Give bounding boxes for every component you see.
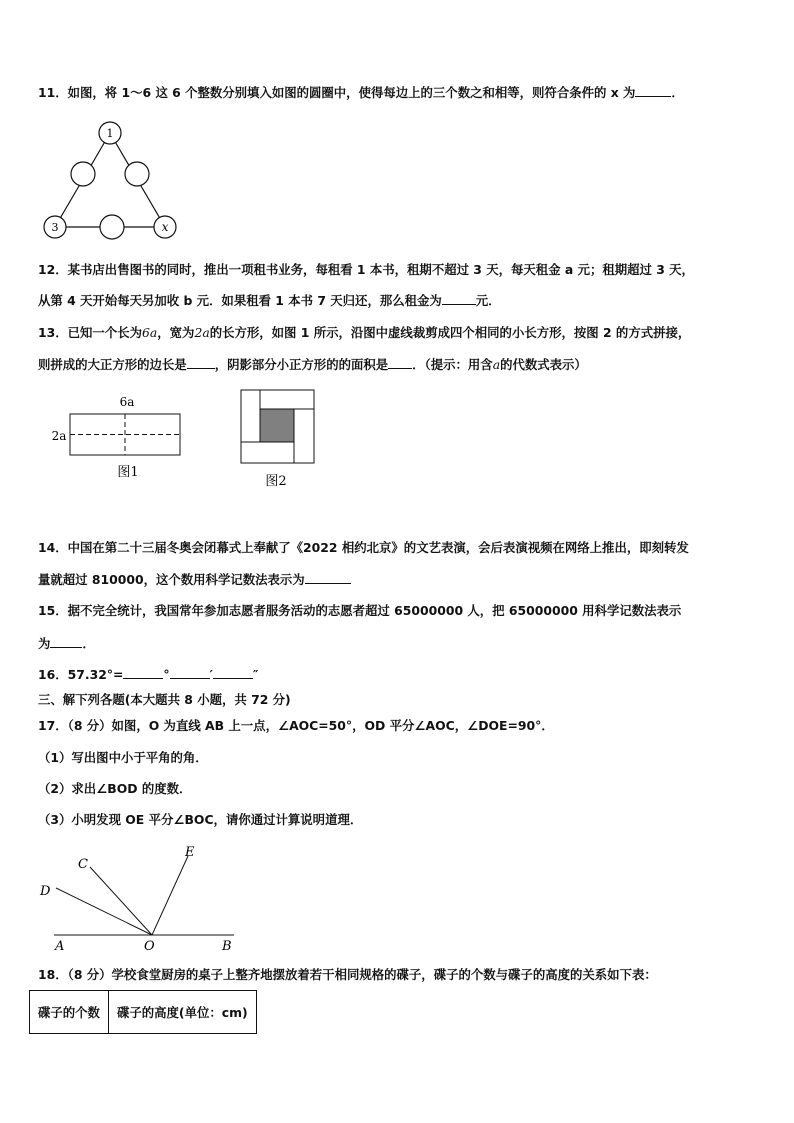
answer-blank — [187, 356, 215, 369]
answer-blank — [50, 635, 82, 648]
answer-blank — [170, 666, 210, 679]
section-3-heading: 三、解下列各题(本大题共 8 小题，共 72 分) — [38, 692, 291, 707]
q13-figure2 — [236, 386, 326, 492]
label-A: A — [55, 939, 65, 954]
q11-triangle-figure — [38, 118, 188, 244]
q14-line2: 量就超过 810000，这个数用科学记数法表示为 — [38, 571, 351, 588]
q17-sub2: （2）求出∠BOD 的度数． — [38, 781, 192, 796]
q11-text: 11．如图，将 1～6 这 6 个整数分别填入如图的圆圈中，使得每边上的三个数之和相等，则符合条件的 x 为 ． — [38, 85, 684, 100]
fig1-left-label: 2a — [51, 429, 67, 443]
q17-sub3: （3）小明发现 OE 平分∠BOC，请你通过计算说明道理． — [38, 812, 363, 827]
label-D: D — [40, 884, 51, 899]
answer-blank — [442, 292, 476, 305]
fig2-shaded-square — [260, 409, 294, 442]
q12-line2: 从第 4 天开始每天另加收 b 元．如果租看 1 本书 7 天归还，那么租金为 元． — [38, 293, 501, 308]
ray-OE — [152, 856, 188, 935]
label-O: O — [144, 939, 155, 954]
q18-table — [29, 990, 257, 1034]
bottom-mid-node — [100, 215, 124, 239]
q16-line: 16．57.32°= ° ′ ″ — [38, 667, 259, 682]
answer-blank — [305, 571, 351, 584]
right-mid-node — [125, 162, 149, 186]
answer-blank — [635, 84, 671, 97]
q15-line1: 15．据不完全统计，我国常年参加志愿者服务活动的志愿者超过 65000000 人，把 65000000 用科学记数法表示 — [38, 603, 682, 618]
q13-figure1 — [46, 390, 196, 482]
q17-line1: 17．（8 分）如图，O 为直线 AB 上一点，∠AOC=50°，OD 平分∠AOC，∠DOE=90°． — [38, 718, 554, 733]
left-node-value: 3 — [51, 221, 59, 234]
top-node-value: 1 — [106, 127, 114, 140]
fig1-caption: 图1 — [117, 465, 139, 480]
right-node-value: x — [161, 220, 169, 234]
left-mid-node — [71, 162, 95, 186]
label-C: C — [78, 857, 88, 872]
table-header-count: 碟子的个数 — [30, 991, 109, 1034]
q18-line1: 18．（8 分）学校食堂厨房的桌子上整齐地摆放着若干相同规格的碟子，碟子的个数与碟子的高度的关系如下表： — [38, 967, 657, 982]
answer-blank — [213, 666, 253, 679]
label-B: B — [222, 939, 232, 954]
fig1-top-label: 6a — [119, 395, 135, 409]
answer-blank — [388, 356, 412, 369]
table-header-height: 碟子的高度(单位：cm) — [108, 991, 256, 1034]
q14-line1: 14．中国在第二十三届冬奥会闭幕式上奉献了《2022 相约北京》的文艺表演，会后表演视频在网络上推出，即刻转发 — [38, 540, 689, 555]
q13-line2: 则拼成的大正方形的边长是 ，阴影部分小正方形的的面积是 ．（提示：用含a的代数式表示） — [38, 357, 587, 372]
q13-line1: 13．已知一个长为6a，宽为2a的长方形，如图 1 所示，沿图中虚线裁剪成四个相同的小长方形，按图 2 的方式拼接， — [38, 325, 691, 340]
ray-OC — [90, 867, 152, 935]
fig2-caption: 图2 — [265, 474, 287, 489]
q17-angle-figure — [36, 842, 246, 954]
answer-blank — [123, 666, 163, 679]
label-E: E — [185, 845, 195, 860]
q17-sub1: （1）写出图中小于平角的角． — [38, 750, 208, 765]
table-row — [30, 991, 257, 1034]
ray-OD — [56, 888, 152, 935]
q15-line2: 为 ． — [38, 636, 95, 651]
q12-line1: 12．某书店出售图书的同时，推出一项租书业务，每租看 1 本书，租期不超过 3 天，每天租金 a 元；租期超过 3 天， — [38, 262, 694, 277]
